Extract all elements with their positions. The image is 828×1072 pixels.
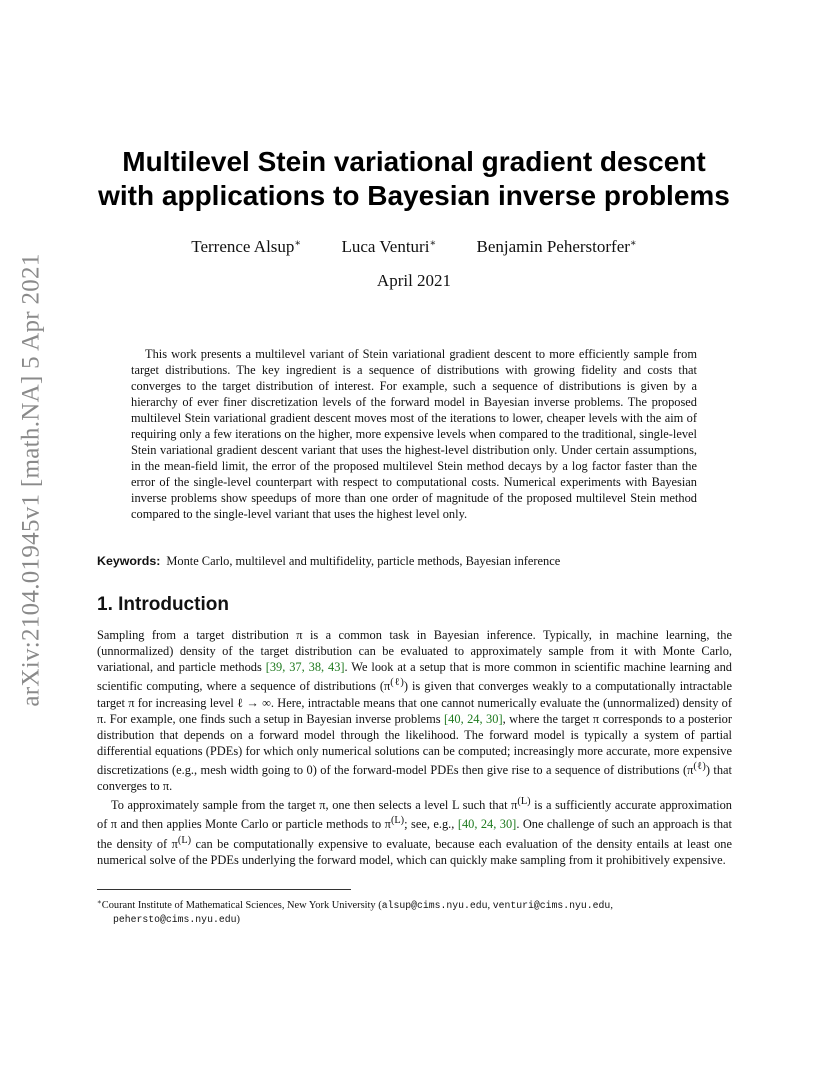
p1-sup-d: (ℓ)	[693, 760, 706, 772]
arxiv-identifier-text: arXiv:2104.01945v1 [math.NA] 5 Apr 2021	[18, 253, 46, 707]
author-3-name: Benjamin Peherstorfer	[476, 237, 630, 256]
author-2-mark: ∗	[429, 238, 437, 249]
author-3	[476, 234, 636, 257]
citation-link[interactable]: [40, 24, 30]	[444, 711, 503, 726]
footnote-divider	[97, 889, 351, 890]
arxiv-identifier-stamp	[8, 253, 56, 707]
email-link[interactable]: venturi@cims.nyu.edu	[492, 900, 611, 911]
citation-link[interactable]: [40, 24, 30]	[457, 817, 517, 832]
p2-sup-a: (L)	[517, 796, 531, 808]
p1-text-c: ) is given that converges weakly to a computationally intractable target π for increasing level ℓ → ∞. Here, intractable means that one cannot numerically evaluate the (unnormalized) density of π. For example, one finds such a setup in Bayesian inverse problems	[97, 679, 732, 726]
footnote-mark: ∗	[97, 898, 102, 906]
p1-text-a: Sampling from a target distribution π is a common task in Bayesian inference. Typically, in machine learning, the (unnormalized) density of the target distribution can be evaluated to approximately sample from it with Monte Carlo, variational, and particle methods	[97, 628, 732, 675]
author-1	[191, 234, 301, 257]
p2-text-a: To approximately sample from the target π, one then selects a level L such that π	[111, 798, 518, 813]
paragraph-2	[97, 794, 732, 868]
affiliation-footnote	[97, 895, 732, 927]
p1-text-b: . We look at a setup that is more common in scientific machine learning and scientific computing, where a sequence of distributions (π	[97, 660, 732, 694]
p2-sup-b: (L)	[390, 815, 405, 827]
footnote-close: )	[236, 914, 240, 925]
author-1-mark: ∗	[294, 238, 302, 249]
email-link[interactable]: alsup@cims.nyu.edu	[381, 900, 488, 911]
p2-sup-d: (L)	[177, 834, 192, 846]
keywords-label: Keywords:	[97, 554, 161, 568]
email-link[interactable]: pehersto@cims.nyu.edu	[113, 914, 237, 925]
p2-text-e: can be computationally expensive to evaluate, because each evaluation of the density entails at least one numerical solve of the PDEs underlying the forward model, which can quickly make sampling from it prohibitively expensive.	[97, 836, 732, 867]
keywords-text: Monte Carlo, multilevel and multifidelity, particle methods, Bayesian inference	[166, 554, 561, 568]
title-line-2: with applications to Bayesian inverse problems	[98, 180, 730, 211]
author-3-mark: ∗	[629, 238, 637, 249]
author-1-name: Terrence Alsup	[191, 237, 295, 256]
author-list	[60, 234, 768, 257]
p2-text-b: is a sufficiently accurate approximation of π and then applies Monte Carlo or particle methods to π	[97, 798, 732, 832]
footnote-continuation	[97, 914, 240, 925]
footnote-sep: ,	[487, 900, 493, 911]
footnote-text: Courant Institute of Mathematical Sciences, New York University (	[101, 900, 382, 911]
p1-text-d: , where the target π corresponds to a posterior distribution that depends on a forward model through the likelihood. The forward model is typically a system of partial differential equations (PDEs) for which only numerical solutions can be computed; increasingly more accurate, more expensive discretizations (e.g., mesh width going to 0) of the forward-model PDEs then give rise to a sequence of distributions (π	[97, 711, 732, 777]
paragraph-1	[97, 627, 732, 794]
p1-sup-b: (ℓ)	[390, 677, 404, 689]
p2-text-c: ; see, e.g.,	[404, 817, 458, 832]
section-title-introduction: 1. Introduction	[97, 594, 229, 615]
publication-date: April 2021	[376, 271, 452, 290]
keywords	[97, 553, 737, 569]
paper-title	[60, 145, 768, 213]
introduction-body	[97, 627, 732, 868]
title-line-1: Multilevel Stein variational gradient descent	[122, 146, 706, 177]
citation-link[interactable]: [39, 37, 38, 43]	[265, 660, 345, 675]
abstract: This work presents a multilevel variant of Stein variational gradient descent to more efficiently sample from target distributions. The key ingredient is a sequence of distributions with growing fidelity and costs that converges to the target distribution of interest. For example, such a sequence of distributions is given by a hierarchy of ever finer discretization levels of the forward model in Bayesian inverse problems. The proposed multilevel Stein variational gradient descent moves most of the iterations to lower, cheaper levels with the aim of requiring only a few iterations on the higher, more expensive levels when compared to the traditional, single-level Stein variational gradient descent variant that uses the highest-level distribution only. Under certain assumptions, in the mean-field limit, the error of the proposed multilevel Stein method decays by a log factor faster than the error of the single-level counterpart with respect to computational costs. Numerical experiments with Bayesian inverse problems show speedups of more than one order of magnitude of the proposed multilevel Stein method compared to the single-level variant that uses the highest level only.	[131, 347, 697, 521]
p1-text-e: ) that converges to π.	[97, 763, 732, 794]
footnote-sep-2: ,	[610, 900, 613, 911]
author-2	[341, 234, 436, 257]
p2-text-d: . One challenge of such an approach is that the density of π	[97, 817, 732, 851]
author-2-name: Luca Venturi	[341, 237, 430, 256]
